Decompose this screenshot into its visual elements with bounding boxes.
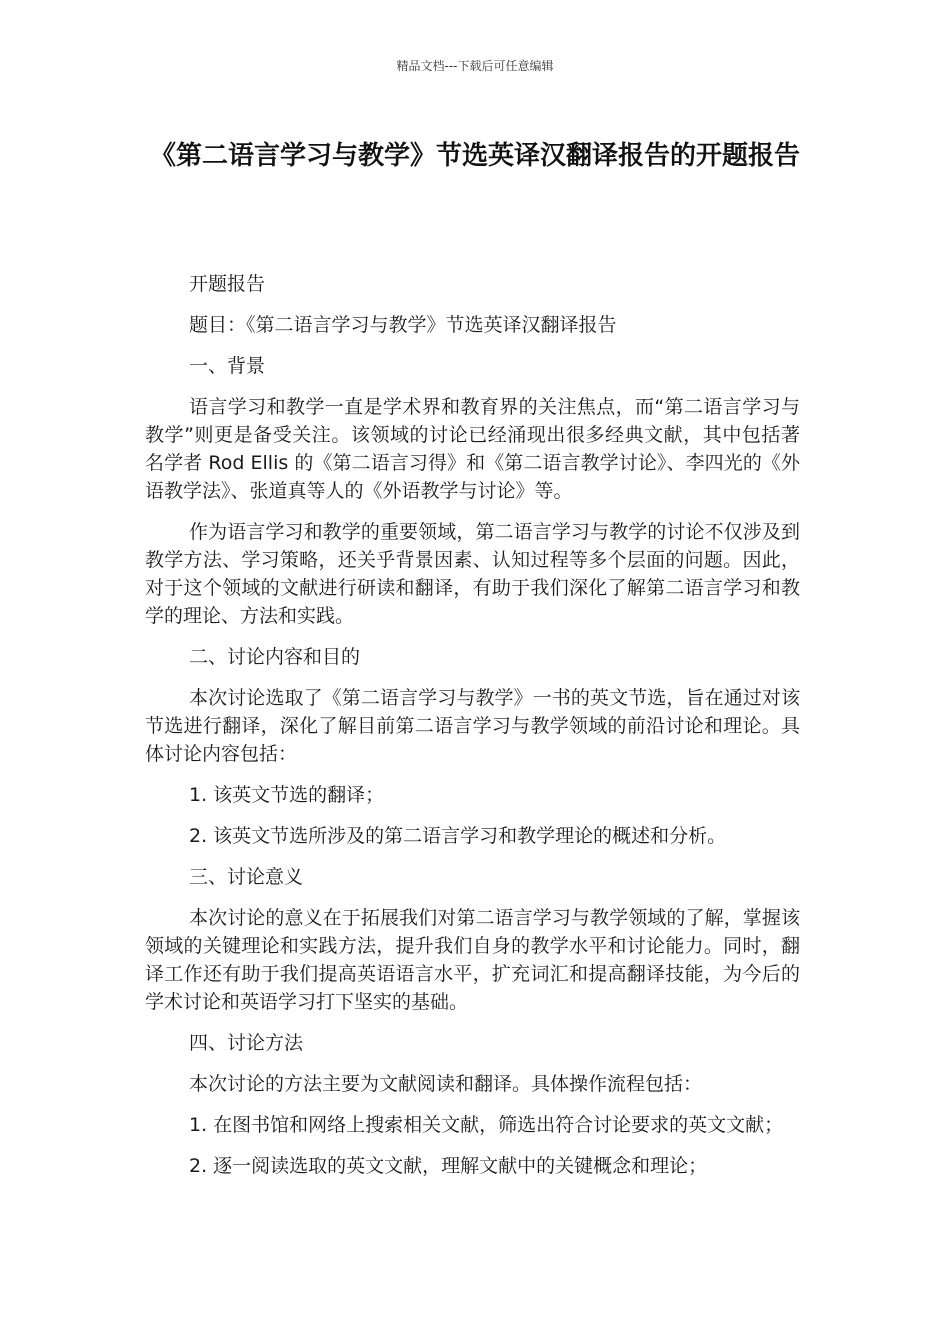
list-item: 1. 在图书馆和网络上搜索相关文献，筛选出符合讨论要求的英文文献； [189,1114,784,1136]
section-heading-method: 四、讨论方法 [189,1032,304,1054]
paragraph-significance: 本次讨论的意义在于拓展我们对第二语言学习与教学领域的了解，掌握该领域的关键理论和实践方法，提升我们自身的教学水平和讨论能力。同时，翻译工作还有助于我们提高英语语言水平，扩充词汇和提高翻译技能，为今后的学术讨论和英语学习打下坚实的基础。 [145,907,800,1013]
topic-line: 题目：《第二语言学习与教学》节选英译汉翻译报告 [189,314,617,336]
list-item: 2. 该英文节选所涉及的第二语言学习和教学理论的概述和分析。 [189,825,727,847]
list-item: 2. 逐一阅读选取的英文文献，理解文献中的关键概念和理论； [189,1155,708,1177]
section-heading-significance: 三、讨论意义 [189,866,304,888]
list-item: 1. 该英文节选的翻译； [189,784,385,806]
paragraph-background-2: 作为语言学习和教学的重要领域，第二语言学习与教学的讨论不仅涉及到教学方法、学习策略，还关乎背景因素、认知过程等多个层面的问题。因此，对于这个领域的文献进行研读和翻译，有助于我们深化了解第二语言学习和教学的理论、方法和实践。 [145,521,800,627]
header-note: 精品文档---下载后可任意编辑 [396,59,554,73]
section-heading-background: 一、背景 [189,355,266,377]
paragraph-content: 本次讨论选取了《第二语言学习与教学》一书的英文节选，旨在通过对该节选进行翻译，深化了解目前第二语言学习与教学领域的前沿讨论和理论。具体讨论内容包括： [145,687,800,765]
document-body [145,270,800,1193]
section-heading-content: 二、讨论内容和目的 [189,646,361,668]
paragraph-background-1: 语言学习和教学一直是学术界和教育界的关注焦点，而“第二语言学习与教学”则更是备受关注。该领域的讨论已经涌现出很多经典文献，其中包括著名学者 Rod Ellis 的《第二语言习得》和《第二语言教学讨论》、李四光的《外语教学法》、张道真等人的《外语教学与讨论》等。 [145,396,800,502]
document-title: 《第二语言学习与教学》节选英译汉翻译报告的开题报告 [149,141,800,171]
paragraph-method: 本次讨论的方法主要为文献阅读和翻译。具体操作流程包括： [189,1073,703,1095]
section-label: 开题报告 [189,273,266,295]
